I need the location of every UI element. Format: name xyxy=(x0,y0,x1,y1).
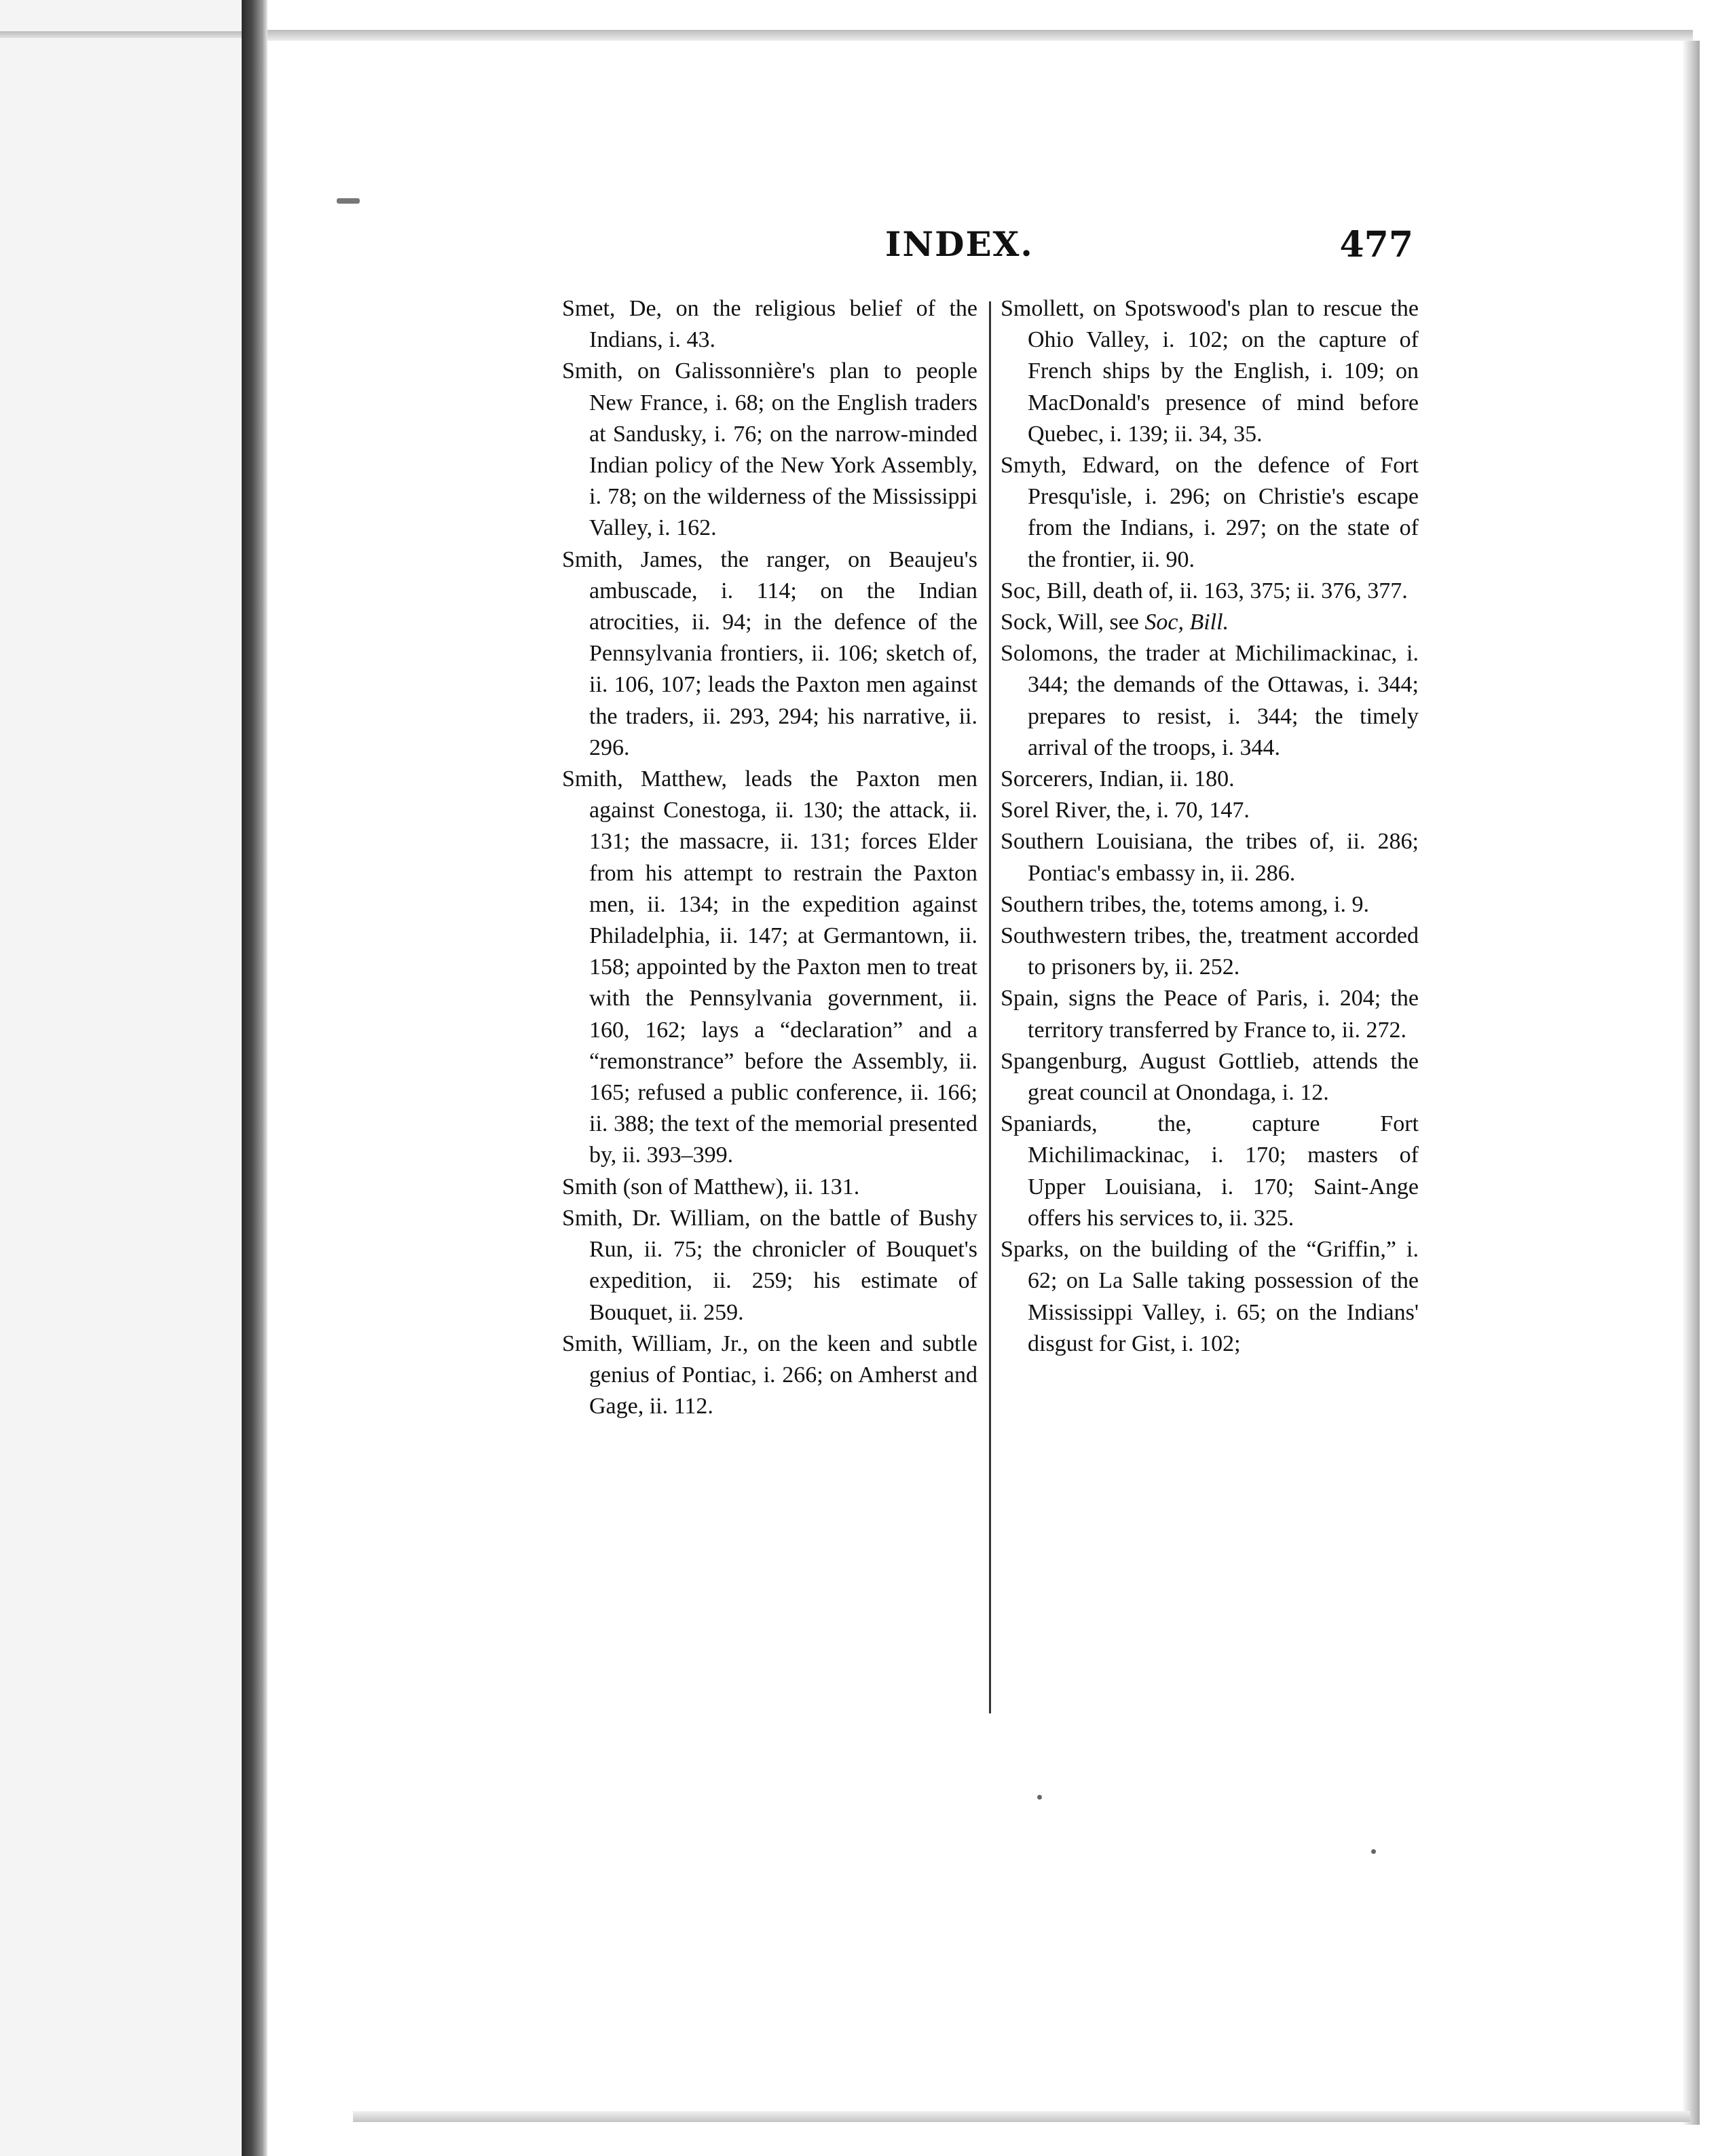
index-column-left xyxy=(562,293,977,1422)
index-entry: Spangenburg, August Gottlieb, attends the great council at Onondaga, i. 12. xyxy=(1001,1048,1419,1106)
index-entry: Smith, on Galissonnière's plan to people New France, i. 68; on the English traders at Sandusky, i. 76; on the narrow-minded Indian policy of the New York Assembly, i. 78; on the wilderness of the Mississippi Valley, i. 162. xyxy=(562,358,977,541)
index-entry: Sorcerers, Indian, ii. 180. xyxy=(1001,766,1235,792)
index-entry: Southwestern tribes, the, treatment accorded to prisoners by, ii. 252. xyxy=(1001,923,1419,980)
index-entry: Southern Louisiana, the tribes of, ii. 286; Pontiac's embassy in, ii. 286. xyxy=(1001,829,1419,886)
index-entry: Southern tribes, the, totems among, i. 9. xyxy=(1001,891,1369,917)
page-bottom-edge xyxy=(353,2111,1690,2122)
index-entry: Smith, Dr. William, on the battle of Bushy Run, ii. 75; the chronicler of Bouquet's expedition, ii. 259; his estimate of Bouquet, ii. 259. xyxy=(562,1205,977,1325)
index-entry-cross-reference xyxy=(1001,607,1419,638)
index-entry: Smith, James, the ranger, on Beaujeu's ambuscade, i. 114; on the Indian atrocities, ii. 94; in the defence of the Pennsylvania frontiers, ii. 106; sketch of, ii. 106, 107; leads the Paxton men against the traders, ii. 293, 294; his narrative, ii. 296. xyxy=(562,546,977,760)
facing-page-top-edge xyxy=(0,31,253,38)
scan-artifact-dot xyxy=(1371,1849,1376,1854)
index-entry: Sparks, on the building of the “Griffin,” i. 62; on La Salle taking possession of the Mississippi Valley, i. 65; on the Indians' disgust for Gist, i. 102; xyxy=(1001,1237,1419,1356)
index-entry: Sorel River, the, i. 70, 147. xyxy=(1001,798,1250,823)
page-right-edge xyxy=(1682,41,1700,2125)
index-column-right xyxy=(1001,293,1419,1360)
index-entry: Smyth, Edward, on the defence of Fort Presqu'isle, i. 296; on Christie's escape from the Indians, i. 297; on the state of the frontier, ii. 90. xyxy=(1001,453,1419,572)
index-entry: Smollett, on Spotswood's plan to rescue the Ohio Valley, i. 102; on the capture of French ships by the English, i. 109; on MacDonald's presence of mind before Quebec, i. 139; ii. 34, 35. xyxy=(1001,296,1419,447)
running-head: INDEX. xyxy=(885,224,1034,264)
scan-artifact-mark xyxy=(337,198,360,204)
page-number: 477 xyxy=(1339,224,1413,265)
cross-reference-italic: Soc, Bill. xyxy=(1144,610,1229,635)
entry-text: Sock, Will, see xyxy=(1001,610,1145,635)
book-spine-shadow xyxy=(242,0,267,2156)
index-entry: Smith, William, Jr., on the keen and subtle genius of Pontiac, i. 266; on Amherst and Gage, ii. 112. xyxy=(562,1331,977,1419)
index-entry: Soc, Bill, death of, ii. 163, 375; ii. 376, 377. xyxy=(1001,578,1408,603)
facing-page-edge xyxy=(0,0,253,2156)
index-entry: Spaniards, the, capture Fort Michilimackinac, i. 170; masters of Upper Louisiana, i. 170; Saint-Ange offers his services to, ii. 325. xyxy=(1001,1111,1419,1231)
index-entry: Smith, Matthew, leads the Paxton men against Conestoga, ii. 130; the attack, ii. 131; the massacre, ii. 131; forces Elder from his attempt to restrain the Paxton men, ii. 134; in the expedition against Philadelphia, ii. 147; at Germantown, ii. 158; appointed by the Paxton men to treat with the Pennsylvania government, ii. 160, 162; lays a “declaration” and a “remonstrance” before the Assembly, ii. 165; refused a public conference, ii. 166; ii. 388; the text of the memorial presented by, ii. 393–399. xyxy=(562,766,977,1168)
index-entry: Solomons, the trader at Michilimackinac, i. 344; the demands of the Ottawas, i. 344; prepares to resist, i. 344; the timely arrival of the troops, i. 344. xyxy=(1001,641,1419,760)
index-entry: Smith (son of Matthew), ii. 131. xyxy=(562,1174,860,1200)
scan-artifact-dot xyxy=(1037,1795,1042,1800)
index-entry: Smet, De, on the religious belief of the Indians, i. 43. xyxy=(562,296,977,353)
page-top-edge xyxy=(267,30,1693,41)
page-header xyxy=(885,224,1413,272)
index-entry: Spain, signs the Peace of Paris, i. 204; the territory transferred by France to, ii. 272. xyxy=(1001,986,1419,1043)
column-divider xyxy=(989,301,991,1713)
